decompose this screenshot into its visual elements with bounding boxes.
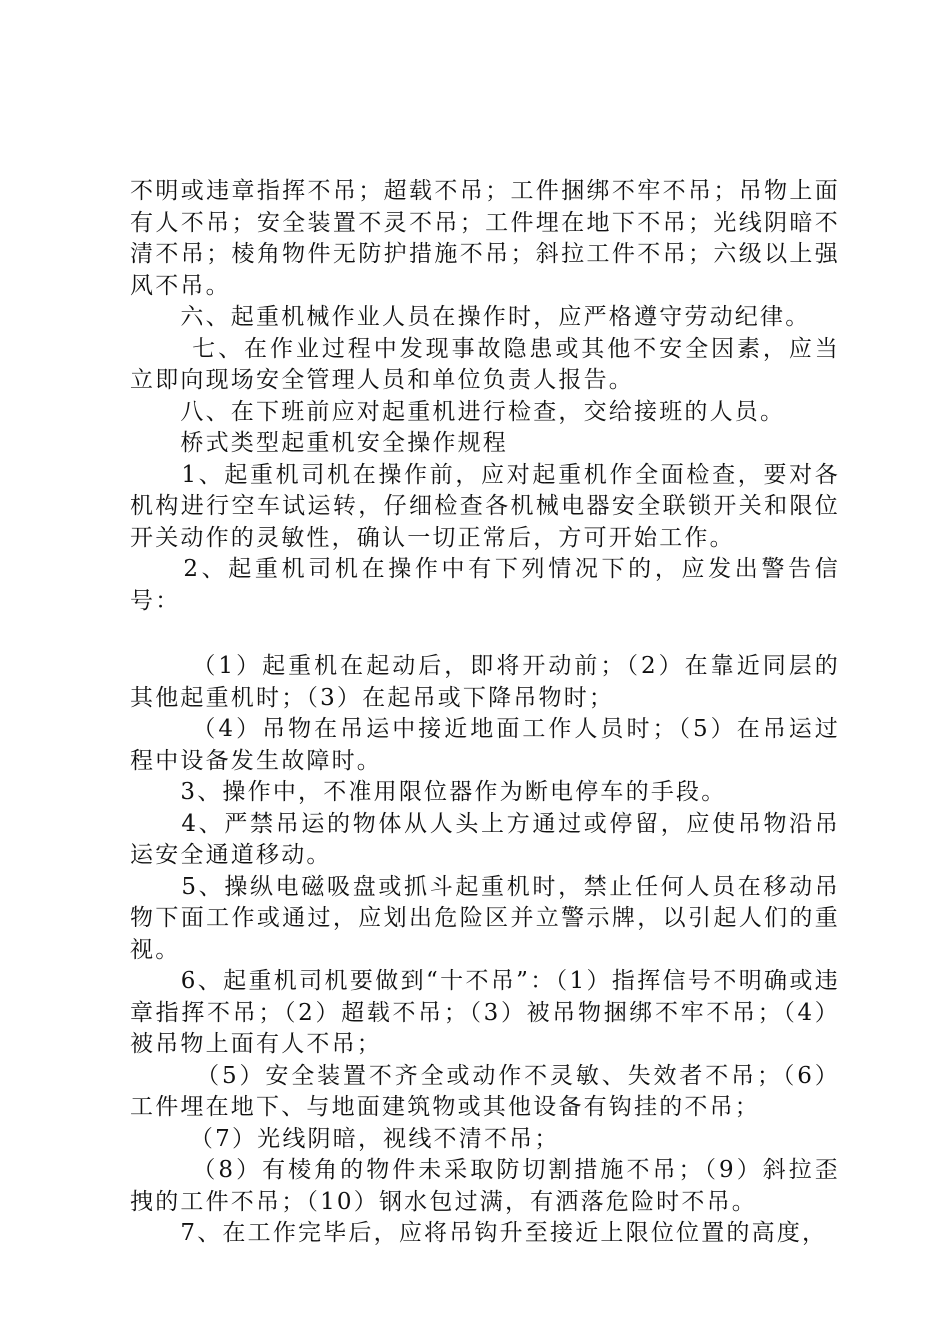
- paragraph-item-4: 4、严禁吊运的物体从人头上方通过或停留，应使吊物沿吊运安全通道移动。: [130, 810, 840, 868]
- paragraph-rule-7: 七、在作业过程中发现事故隐患或其他不安全因素，应当立即向现场安全管理人员和单位负责人报告。: [130, 335, 840, 393]
- paragraph-continued-rules: 不明或违章指挥不吊；超载不吊；工件捆绑不牢不吊；吊物上面有人不吊；安全装置不灵不吊；工件埋在地下不吊；光线阴暗不清不吊；棱角物件无防护措施不吊；斜拉工件不吊；六级以上强风不吊。: [130, 178, 840, 299]
- paragraph-warning-cases-4-5: （4）吊物在吊运中接近地面工作人员时；（5）在吊运过程中设备发生故障时。: [130, 716, 840, 774]
- paragraph-ten-no-lift-7: （7）光线阴暗，视线不清不吊；: [130, 1125, 560, 1152]
- paragraph-item-7: 7、在工作完毕后，应将吊钩升至接近上限位位置的高度，: [130, 1220, 828, 1246]
- section-heading-bridge-crane: 桥式类型起重机安全操作规程: [130, 430, 508, 456]
- paragraph-item-5: 5、操纵电磁吸盘或抓斗起重机时，禁止任何人员在移动吊物下面工作或通过，应划出危险区并立警示牌，以引起人们的重视。: [130, 873, 840, 963]
- paragraph-ten-no-lift-5-6: （5）安全装置不齐全或动作不灵敏、失效者不吊；（6）工件埋在地下、与地面建筑物或其他设备有钩挂的不吊；: [130, 1062, 840, 1120]
- paragraph-ten-no-lift-8-10: （8）有棱角的物件未采取防切割措施不吊；（9）斜拉歪拽的工件不吊；（10）钢水包过满，有洒落危险时不吊。: [130, 1157, 840, 1215]
- document-body: [130, 176, 840, 1250]
- paragraph-item-6: 6、起重机司机要做到“十不吊”：（1）指挥信号不明确或违章指挥不吊；（2）超载不吊；（3）被吊物捆绑不牢不吊；（4）被吊物上面有人不吊；: [130, 968, 840, 1057]
- paragraph-gap: [130, 617, 840, 651]
- paragraph-rule-6: 六、起重机械作业人员在操作时，应严格遵守劳动纪律。: [130, 304, 811, 330]
- paragraph-item-1: 1、起重机司机在操作前，应对起重机作全面检查，要对各机构进行空车试运转，仔细检查各机械电器安全联锁开关和限位开关动作的灵敏性，确认一切正常后，方可开始工作。: [130, 461, 840, 551]
- paragraph-item-2: 2、起重机司机在操作中有下列情况下的，应发出警告信号：: [130, 556, 840, 614]
- paragraph-rule-8: 八、在下班前应对起重机进行检查，交给接班的人员。: [130, 398, 786, 425]
- paragraph-item-3: 3、操作中，不准用限位器作为断电停车的手段。: [130, 779, 727, 805]
- paragraph-warning-cases-1-3: （1）起重机在起动后，即将开动前；（2）在靠近同层的其他起重机时；（3）在起吊或下降吊物时；: [130, 653, 840, 711]
